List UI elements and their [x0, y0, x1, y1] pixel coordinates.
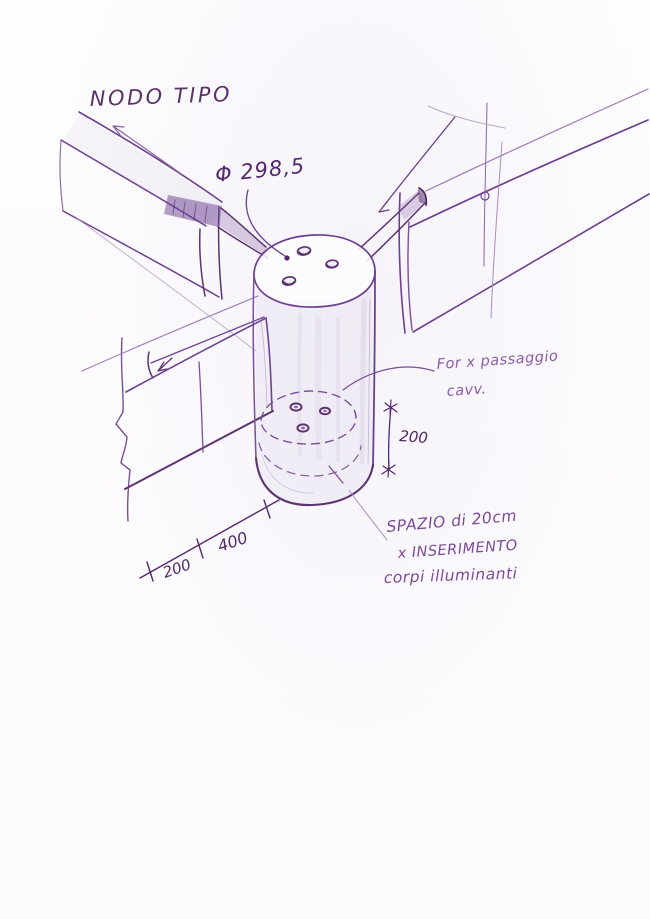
- flange-top-edge: [151, 317, 264, 363]
- cylinder-shade-streak-1: [299, 315, 300, 455]
- beam-top-back-edge: [426, 89, 648, 191]
- hanger-line-left: [484, 103, 487, 266]
- plane-hole-center: [323, 410, 327, 412]
- beam-end-face-back: [408, 222, 412, 330]
- cable-note-line1: For x passaggio: [436, 348, 559, 373]
- web-mid-line: [199, 362, 203, 452]
- bottom-dimension-label-large: 400: [215, 527, 251, 556]
- cylinder-body-wash: [256, 288, 373, 505]
- cylinder-right-edge: [373, 271, 375, 467]
- cylinder-shade-streak-2: [318, 318, 319, 458]
- cable-note-line2: cavv.: [446, 381, 488, 400]
- web-bottom-edge: [125, 411, 273, 489]
- beam-tongue-bottom-edge: [367, 203, 425, 261]
- bottom-dimension-tick-2: [197, 539, 203, 558]
- upper-left-beam: [60, 112, 268, 351]
- space-note-line2: x INSERIMENTO: [397, 537, 519, 562]
- faint-arc-stroke: [428, 106, 505, 128]
- recess-dimension-line: [389, 407, 391, 470]
- diameter-label: Φ 298,5: [214, 153, 307, 187]
- diameter-leader-dot: [284, 255, 289, 260]
- plane-hole-center: [301, 427, 305, 429]
- cylinder-shade-streak-4: [362, 300, 364, 462]
- beam-left-end-cap: [60, 141, 63, 210]
- space-note-line1: SPAZIO di 20cm: [385, 506, 518, 536]
- recess-dimension-label: 200: [398, 427, 429, 447]
- bottom-dimension-label-small: 200: [160, 555, 194, 582]
- recess-dimension-tick-bottom: [382, 463, 395, 477]
- beam-side-bottom-edge: [413, 194, 649, 332]
- upper-right-beam: [359, 89, 649, 333]
- flange-end-cap: [148, 352, 153, 378]
- hanger-line-right: [491, 142, 502, 318]
- recess-dimension-tick-top: [384, 400, 397, 414]
- plane-hole-center: [294, 406, 298, 408]
- beam-break-line: [116, 338, 130, 521]
- column-cylinder: [253, 235, 375, 505]
- beam-top-front-edge: [410, 120, 648, 227]
- sketch-title: NODO TIPO: [89, 82, 233, 111]
- space-note-leader-line: [349, 490, 387, 540]
- lower-left-beam: [82, 296, 273, 521]
- cylinder-left-edge: [253, 274, 256, 459]
- beam-side-bottom-edge: [63, 211, 219, 297]
- cylinder-top-ellipse: [254, 235, 375, 307]
- bottom-dimension-tick-3: [264, 500, 270, 518]
- web-top-edge: [126, 318, 266, 392]
- space-note-line3: corpi illuminanti: [383, 564, 518, 587]
